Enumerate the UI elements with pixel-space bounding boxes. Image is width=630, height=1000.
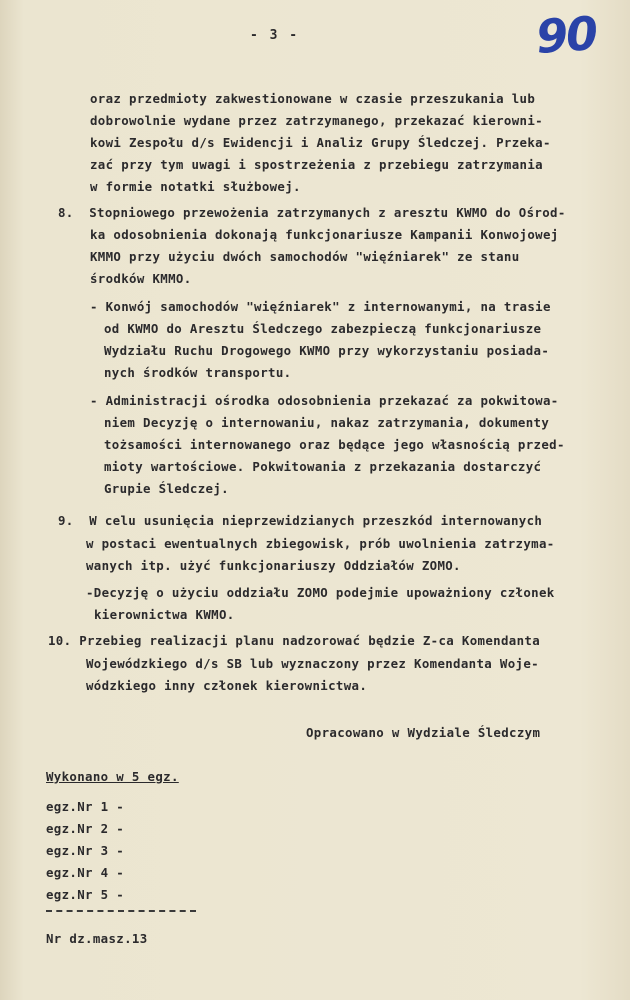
text-line: ka odosobnienia dokonają funkcjonariusze Kampanii Konwojowej [90,227,559,242]
item-10-line: 10. Przebieg realizacji planu nadzorować będzie Z-ca Komendanta [48,633,541,648]
text-line: zać przy tym uwagi i spostrzeżenia z przebiegu zatrzymania [90,157,543,172]
copy-line: egz.Nr 3 - [46,843,125,858]
copy-line: egz.Nr 1 - [46,799,125,814]
text-line: kierownictwa KWMO. [94,607,235,622]
text-line: niem Decyzję o internowaniu, nakaz zatrzymania, dokumenty [104,415,550,430]
text-line: - Konwój samochodów "więźniarek" z internowanymi, na trasie [90,299,551,314]
text-line: wódzkiego inny członek kierownictwa. [86,678,368,693]
text-line: tożsamości internowanego oraz będące jego własnością przed- [104,437,565,452]
copy-line: egz.Nr 2 - [46,821,125,836]
text-line: w postaci ewentualnych zbiegowisk, prób uwolnienia zatrzyma- [86,536,555,551]
copy-line: egz.Nr 4 - [46,865,125,880]
text-line: - Administracji ośrodka odosobnienia przekazać za pokwitowa- [90,393,559,408]
copies-title: Wykonano w 5 egz. [46,769,179,784]
handwritten-page-number: 90 [534,5,598,65]
text-line: mioty wartościowe. Pokwitowania z przekazania dostarczyć [104,459,542,474]
page-number: - 3 - [250,28,300,43]
item-8-line: 8. Stopniowego przewożenia zatrzymanych z aresztu KWMO do Ośrod- [58,205,566,220]
text-line: w formie notatki służbowej. [90,179,301,194]
text-line: nych środków transportu. [104,365,292,380]
text-line: KMMO przy użyciu dwóch samochodów "więźniarek" ze stanu [90,249,520,264]
text-line: Wojewódzkiego d/s SB lub wyznaczony przez Komendanta Woje- [86,656,539,671]
text-line: kowi Zespołu d/s Ewidencji i Analiz Grupy Śledczej. Przeka- [90,135,551,150]
copy-line: egz.Nr 5 - [46,887,125,902]
prepared-by: Opracowano w Wydziale Śledczym [306,725,541,740]
text-line: dobrowolnie wydane przez zatrzymanego, przekazać kierowni- [90,113,543,128]
text-line: wanych itp. użyć funkcjonariuszy Oddziałów ZOMO. [86,558,461,573]
text-line: Wydziału Ruchu Drogowego KWMO przy wykorzystaniu posiada- [104,343,550,358]
text-line: Grupie Śledczej. [104,481,229,496]
text-line: środków KMMO. [90,271,192,286]
footer-reference: Nr dz.masz.13 [46,931,148,946]
text-line: od KWMO do Aresztu Śledczego zabezpieczą funkcjonariusze [104,321,542,336]
text-line: -Decyzję o użyciu oddziału ZOMO podejmie upoważniony członek [86,585,555,600]
item-9-line: 9. W celu usunięcia nieprzewidzianych przeszkód internowanych [58,513,543,528]
divider-rule [46,910,196,912]
text-line: oraz przedmioty zakwestionowane w czasie przeszukania lub [90,91,536,106]
